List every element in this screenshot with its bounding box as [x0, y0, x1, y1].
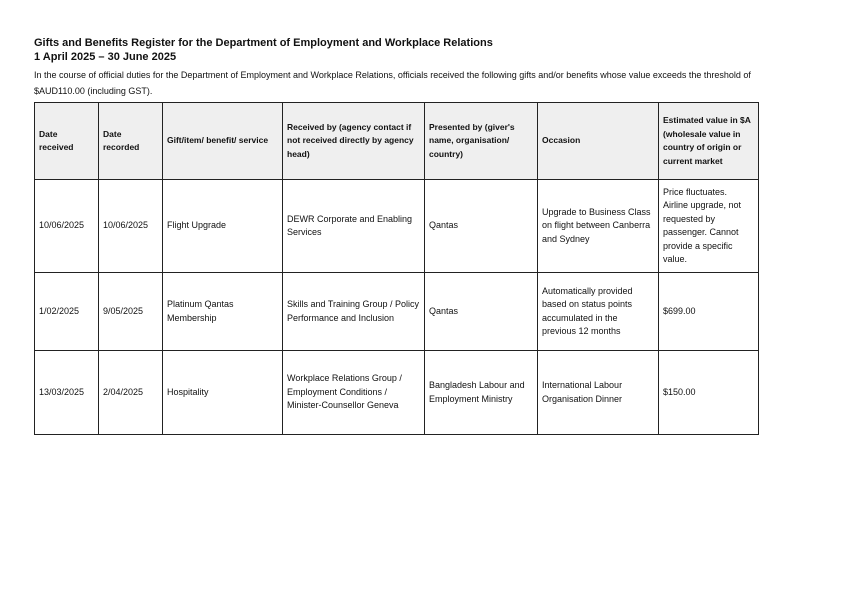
table-row	[35, 351, 759, 435]
header-row	[35, 103, 759, 180]
gifts-register-table	[34, 102, 759, 435]
cell-received-by: Workplace Relations Group / Employment Conditions / Minister-Counsellor Geneva	[283, 351, 425, 435]
document-page	[34, 36, 774, 435]
cell-received-by: Skills and Training Group / Policy Performance and Inclusion	[283, 273, 425, 351]
cell-occasion: International Labour Organisation Dinner	[538, 351, 659, 435]
header-estimated-value: Estimated value in $A (wholesale value in country of origin or current market	[659, 103, 759, 180]
table-row	[35, 273, 759, 351]
cell-received-by: DEWR Corporate and Enabling Services	[283, 180, 425, 273]
cell-presented-by: Bangladesh Labour and Employment Ministry	[425, 351, 538, 435]
header-date-received: Date received	[35, 103, 99, 180]
cell-presented-by: Qantas	[425, 273, 538, 351]
cell-gift: Hospitality	[163, 351, 283, 435]
cell-presented-by: Qantas	[425, 180, 538, 273]
document-title: Gifts and Benefits Register for the Department of Employment and Workplace Relations	[34, 37, 493, 49]
header-presented-by: Presented by (giver's name, organisation/ country)	[425, 103, 538, 180]
cell-date-recorded: 2/04/2025	[99, 351, 163, 435]
reporting-period: 1 April 2025 – 30 June 2025	[34, 51, 177, 63]
cell-date-recorded: 10/06/2025	[99, 180, 163, 273]
cell-gift: Platinum Qantas Membership	[163, 273, 283, 351]
header-occasion: Occasion	[538, 103, 659, 180]
table-row	[35, 180, 759, 273]
cell-date-received: 1/02/2025	[35, 273, 99, 351]
intro-paragraph: In the course of official duties for the Department of Employment and Workplace Relations, officials received the following gifts and/or benefits whose value exceeds the threshold of $AUD110.00 (including GST).	[34, 70, 751, 96]
header-received-by: Received by (agency contact if not received directly by agency head)	[283, 103, 425, 180]
cell-occasion: Automatically provided based on status points accumulated in the previous 12 months	[538, 273, 659, 351]
cell-estimated-value: Price fluctuates. Airline upgrade, not requested by passenger. Cannot provide a specific value.	[659, 180, 759, 273]
cell-gift: Flight Upgrade	[163, 180, 283, 273]
cell-date-received: 13/03/2025	[35, 351, 99, 435]
cell-date-received: 10/06/2025	[35, 180, 99, 273]
cell-estimated-value: $699.00	[659, 273, 759, 351]
header-gift: Gift/item/ benefit/ service	[163, 103, 283, 180]
cell-date-recorded: 9/05/2025	[99, 273, 163, 351]
header-date-recorded: Date recorded	[99, 103, 163, 180]
cell-estimated-value: $150.00	[659, 351, 759, 435]
cell-occasion: Upgrade to Business Class on flight between Canberra and Sydney	[538, 180, 659, 273]
